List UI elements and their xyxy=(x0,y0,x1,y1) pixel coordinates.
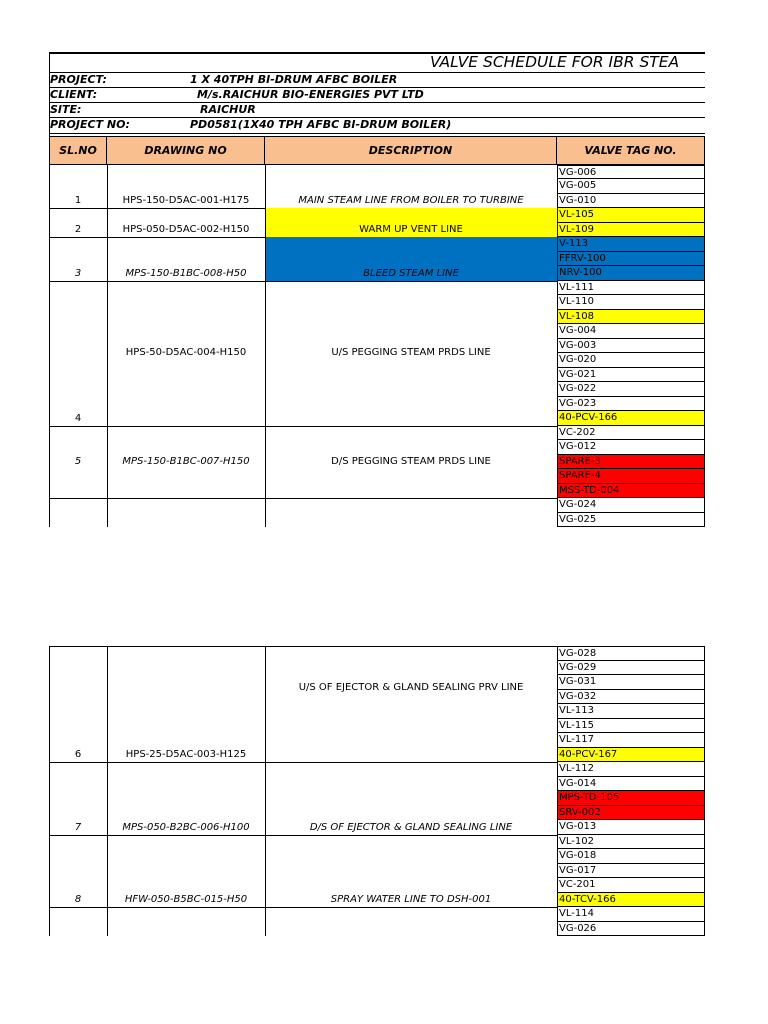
column-divider xyxy=(265,646,266,762)
table-top-border xyxy=(49,646,557,647)
valve-tag-cell: VL-109 xyxy=(557,223,705,238)
valve-tag-cell: VG-014 xyxy=(557,777,705,792)
valve-tag-cell: VC-202 xyxy=(557,426,705,441)
valve-tag-cell: VG-003 xyxy=(557,339,705,354)
valve-tag-cell: VL-111 xyxy=(557,281,705,296)
valve-tag-cell: VG-026 xyxy=(557,922,705,937)
valve-tag-cell: VG-021 xyxy=(557,368,705,383)
drawing-no-cell: HPS-050-D5AC-002-H150 xyxy=(122,224,250,235)
description-cell: D/S PEGGING STEAM PRDS LINE xyxy=(331,455,491,467)
valve-tag-cell: VG-006 xyxy=(557,165,705,180)
valve-tag-cell: VG-012 xyxy=(557,440,705,455)
sl-no-cell: 7 xyxy=(74,821,82,833)
valve-tag-cell: MSS-TD-004 xyxy=(557,484,705,499)
drawing-no-cell: HFW-050-B5BC-015-H50 xyxy=(124,894,248,905)
project-no-label: PROJECT NO: xyxy=(50,118,130,131)
page-title: VALVE SCHEDULE FOR IBR STEA xyxy=(430,53,680,71)
valve-tag-cell: VL-105 xyxy=(557,208,705,223)
valve-tag-cell: VL-117 xyxy=(557,733,705,748)
description-cell: BLEED STEAM LINE xyxy=(363,267,459,279)
description-cell: U/S OF EJECTOR & GLAND SEALING PRV LINE xyxy=(298,682,524,694)
valve-tag-cell: VG-023 xyxy=(557,397,705,412)
column-divider xyxy=(49,498,50,527)
valve-tag-cell: FFRV-100 xyxy=(557,252,705,267)
valve-tag-cell: VL-113 xyxy=(557,704,705,719)
row-divider xyxy=(49,762,557,763)
column-divider xyxy=(107,498,108,527)
sl-no-cell: 8 xyxy=(74,894,82,905)
sl-no-cell: 5 xyxy=(74,455,82,467)
valve-tag-cell: VG-031 xyxy=(557,675,705,690)
row-divider xyxy=(49,498,557,499)
drawing-no-cell: MPS-150-B1BC-007-H150 xyxy=(122,455,250,467)
valve-tag-cell: VG-005 xyxy=(557,179,705,194)
row-divider xyxy=(49,281,557,282)
description-cell: U/S PEGGING STEAM PRDS LINE xyxy=(331,347,491,358)
valve-tag-cell: SRV-002 xyxy=(557,806,705,821)
client-value: M/s.RAICHUR BIO-ENERGIES PVT LTD xyxy=(197,88,424,101)
sl-no-cell: 4 xyxy=(74,412,82,424)
header-drawing-no: DRAWING NO xyxy=(107,136,265,165)
divider xyxy=(49,133,705,134)
header-valve-tag: VALVE TAG NO. xyxy=(557,136,705,165)
description-cell: MAIN STEAM LINE FROM BOILER TO TURBINE xyxy=(298,195,524,206)
drawing-no-cell: MPS-050-B2BC-006-H100 xyxy=(122,821,250,833)
valve-tag-cell: VL-115 xyxy=(557,719,705,734)
valve-tag-cell: VL-102 xyxy=(557,835,705,850)
header-description: DESCRIPTION xyxy=(265,136,557,165)
description-cell: SPRAY WATER LINE TO DSH-001 xyxy=(330,894,492,905)
client-label: CLIENT: xyxy=(50,88,98,101)
description-cell: WARM UP VENT LINE xyxy=(359,224,463,235)
column-divider xyxy=(107,646,108,762)
sl-no-cell: 6 xyxy=(74,749,82,760)
drawing-no-cell: HPS-150-D5AC-001-H175 xyxy=(122,195,250,206)
valve-tag-cell: 40-PCV-166 xyxy=(557,411,705,426)
valve-tag-cell: NRV-100 xyxy=(557,266,705,281)
valve-tag-cell: V-113 xyxy=(557,237,705,252)
valve-tag-cell: VG-028 xyxy=(557,646,705,661)
row-divider xyxy=(49,835,557,836)
description-cell: D/S OF EJECTOR & GLAND SEALING LINE xyxy=(309,821,513,833)
project-value: 1 X 40TPH BI-DRUM AFBC BOILER xyxy=(190,73,398,86)
valve-tag-cell: VL-110 xyxy=(557,295,705,310)
valve-tag-cell: VG-029 xyxy=(557,661,705,676)
project-no-value: PD0581(1X40 TPH AFBC BI-DRUM BOILER) xyxy=(190,118,452,131)
valve-tag-cell: VG-022 xyxy=(557,382,705,397)
valve-tag-cell: VG-025 xyxy=(557,513,705,528)
column-divider xyxy=(49,907,50,936)
column-divider xyxy=(107,907,108,936)
drawing-no-cell: HPS-50-D5AC-004-H150 xyxy=(125,347,247,358)
valve-tag-cell: VG-020 xyxy=(557,353,705,368)
project-label: PROJECT: xyxy=(50,73,107,86)
valve-tag-cell: MPS-TD-105 xyxy=(557,791,705,806)
row-divider xyxy=(49,907,557,908)
row-divider xyxy=(49,426,557,427)
valve-tag-cell: VG-024 xyxy=(557,498,705,513)
valve-tag-cell: VG-004 xyxy=(557,324,705,339)
valve-tag-cell: VG-018 xyxy=(557,849,705,864)
valve-tag-cell: 40-TCV-166 xyxy=(557,893,705,908)
column-divider xyxy=(49,281,50,426)
header-sl-no: SL.NO xyxy=(49,136,107,165)
column-divider xyxy=(265,498,266,527)
sl-no-cell: 2 xyxy=(74,224,82,235)
site-label: SITE: xyxy=(50,103,82,116)
drawing-no-cell: MPS-150-B1BC-008-H50 xyxy=(125,267,247,279)
valve-tag-cell: VG-010 xyxy=(557,194,705,209)
valve-tag-cell: VL-112 xyxy=(557,762,705,777)
valve-tag-cell: VG-013 xyxy=(557,820,705,835)
divider xyxy=(49,102,705,103)
column-divider xyxy=(49,646,50,762)
sl-no-cell: 1 xyxy=(74,195,82,206)
column-divider xyxy=(265,907,266,936)
valve-tag-cell: SPARE-4 xyxy=(557,469,705,484)
valve-tag-cell: VL-108 xyxy=(557,310,705,325)
valve-tag-cell: 40-PCV-167 xyxy=(557,748,705,763)
sl-no-cell: 3 xyxy=(74,267,82,279)
valve-tag-cell: VG-017 xyxy=(557,864,705,879)
drawing-no-cell: HPS-25-D5AC-003-H125 xyxy=(125,749,247,760)
valve-tag-cell: VL-114 xyxy=(557,907,705,922)
valve-tag-cell: SPARE-3 xyxy=(557,455,705,470)
valve-tag-cell: VG-032 xyxy=(557,690,705,705)
site-value: RAICHUR xyxy=(200,103,256,116)
valve-tag-cell: VC-201 xyxy=(557,878,705,893)
